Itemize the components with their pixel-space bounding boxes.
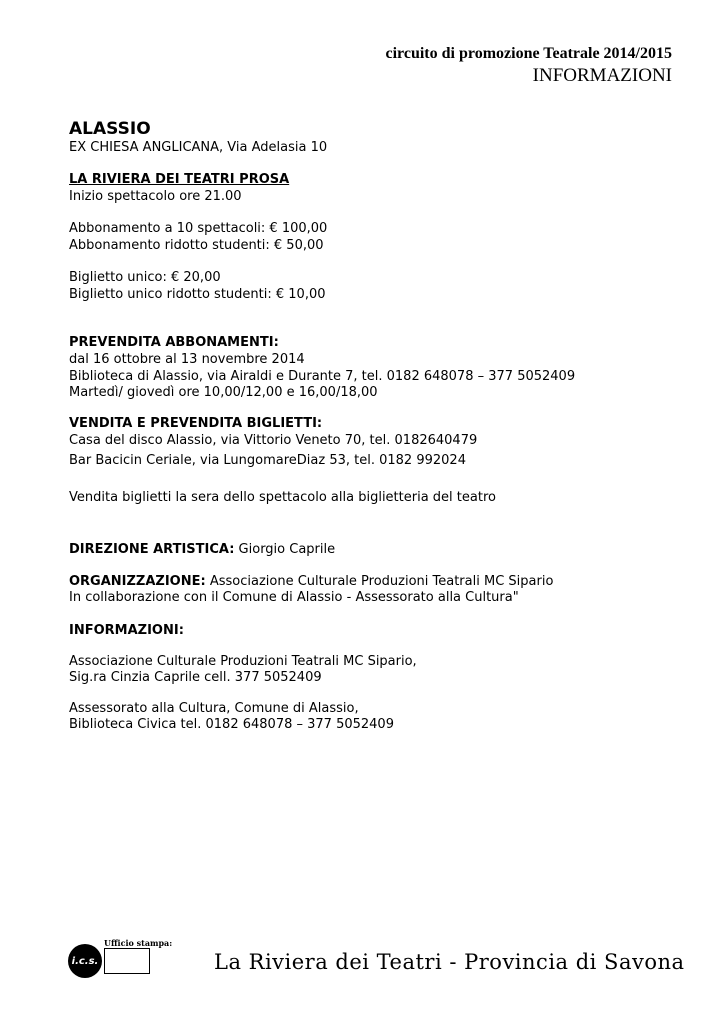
presale-subscriptions-heading: PREVENDITA ABBONAMENTI: <box>69 335 279 350</box>
season-title: LA RIVIERA DEI TEATRI PROSA <box>69 172 290 187</box>
header-subtitle: circuito di promozione Teatrale 2014/2015 <box>385 45 672 62</box>
presale-place: Biblioteca di Alassio, via Airaldi e Durante 7, tel. 0182 648078 – 377 5052409 <box>69 369 576 384</box>
artistic-direction <box>69 541 689 558</box>
press-office-logo <box>68 938 188 978</box>
info-contact-2-line-1: Assessorato alla Cultura, Comune di Alassio, <box>69 701 359 716</box>
presale-hours: Martedì/ giovedì ore 10,00/12,00 e 16,00/18,00 <box>69 385 378 400</box>
organization <box>69 573 689 590</box>
document-header <box>386 44 673 88</box>
ticket-outlet-1: Casa del disco Alassio, via Vittorio Veneto 70, tel. 0182640479 <box>69 433 478 448</box>
evening-sale-note: Vendita biglietti la sera dello spettacolo alla biglietteria del teatro <box>69 490 496 505</box>
header-title: INFORMAZIONI <box>532 65 672 86</box>
ticket-single: Biglietto unico: € 20,00 <box>69 270 221 285</box>
subscription-reduced: Abbonamento ridotto studenti: € 50,00 <box>69 238 324 253</box>
footer-title: La Riviera dei Teatri - Provincia di Savona <box>214 950 685 974</box>
logo-box <box>104 948 150 974</box>
artistic-direction-value: Giorgio Caprile <box>234 542 336 557</box>
info-contact-1-line-2: Sig.ra Cinzia Caprile cell. 377 5052409 <box>69 670 322 685</box>
info-contact-1-line-1: Associazione Culturale Produzioni Teatrali MC Sipario, <box>69 654 417 669</box>
organization-label: ORGANIZZAZIONE: <box>69 574 206 589</box>
city-heading: ALASSIO <box>69 119 151 139</box>
info-contact-2-line-2: Biblioteca Civica tel. 0182 648078 – 377 5052409 <box>69 717 394 732</box>
start-time: Inizio spettacolo ore 21.00 <box>69 189 242 204</box>
presale-dates: dal 16 ottobre al 13 novembre 2014 <box>69 352 305 367</box>
ticket-reduced: Biglietto unico ridotto studenti: € 10,00 <box>69 287 326 302</box>
presale-tickets-heading: VENDITA E PREVENDITA BIGLIETTI: <box>69 416 323 431</box>
organization-value: Associazione Culturale Produzioni Teatrali MC Sipario <box>205 574 554 589</box>
info-heading: INFORMAZIONI: <box>69 623 184 638</box>
collaboration-line: In collaborazione con il Comune di Alassio - Assessorato alla Cultura" <box>69 590 519 605</box>
venue-line: EX CHIESA ANGLICANA, Via Adelasia 10 <box>69 140 328 155</box>
ics-logo-icon: i.c.s. <box>68 944 102 978</box>
ticket-outlet-2: Bar Bacicin Ceriale, via LungomareDiaz 53, tel. 0182 992024 <box>69 453 466 468</box>
press-office-label: Ufficio stampa: <box>104 938 173 948</box>
artistic-direction-label: DIREZIONE ARTISTICA: <box>69 542 235 557</box>
subscription-full: Abbonamento a 10 spettacoli: € 100,00 <box>69 221 328 236</box>
